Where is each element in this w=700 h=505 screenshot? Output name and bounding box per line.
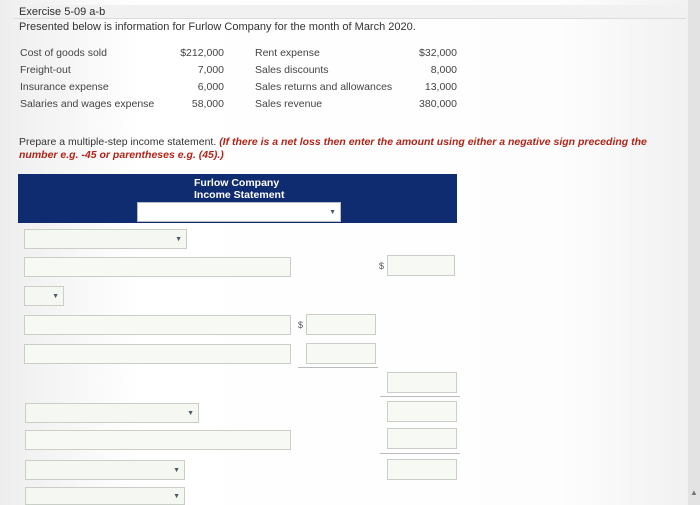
statement-company: Furlow Company [194, 177, 280, 189]
amount-input[interactable] [387, 428, 457, 449]
info-value: 6,000 [197, 81, 224, 93]
amount-input[interactable] [306, 314, 376, 335]
dollar-sign: $ [379, 261, 385, 271]
line-item-select[interactable] [25, 403, 199, 423]
info-value: 7,000 [197, 64, 224, 76]
info-value: 380,000 [419, 98, 457, 110]
period-select[interactable] [137, 202, 341, 222]
line-item-input[interactable] [24, 344, 291, 364]
info-label: Salaries and wages expense [20, 98, 155, 110]
underline [380, 453, 460, 454]
info-value: $212,000 [180, 47, 224, 59]
amount-input[interactable] [306, 343, 376, 364]
chevron-down-icon: ▼ [329, 208, 336, 216]
exercise-title: Exercise 5-09 a-b [19, 6, 106, 18]
info-label: Cost of goods sold [20, 47, 107, 59]
chevron-down-icon: ▼ [52, 292, 59, 300]
exercise-header-bar [14, 5, 686, 19]
chevron-down-icon: ▼ [173, 492, 180, 500]
info-value: 8,000 [430, 64, 457, 76]
info-label: Sales returns and allowances [255, 81, 393, 93]
line-item-select[interactable] [25, 487, 185, 505]
line-item-select[interactable] [25, 460, 185, 480]
amount-input[interactable] [387, 255, 455, 276]
line-item-input[interactable] [24, 257, 291, 277]
chevron-down-icon: ▼ [187, 409, 194, 417]
info-label: Sales revenue [255, 98, 323, 110]
info-label: Insurance expense [20, 81, 109, 93]
underline [298, 367, 378, 368]
instructions-emphasis: (If there is a net loss then enter the amount using either a negative sign preceding the number e.g. -45 or parentheses e.g. (45).) [19, 136, 647, 161]
line-item-input[interactable] [24, 315, 291, 335]
intro-text: Presented below is information for Furlow Company for the month of March 2020. [19, 21, 416, 33]
info-label: Sales discounts [255, 64, 329, 76]
chevron-down-icon: ▼ [175, 235, 182, 243]
scrollbar[interactable] [688, 0, 700, 505]
amount-input[interactable] [387, 401, 457, 422]
statement-title: Income Statement [194, 189, 285, 201]
info-label: Freight-out [20, 64, 71, 76]
underline [380, 396, 460, 397]
instructions-prefix: Prepare a multiple-step income statement. [19, 136, 217, 148]
instructions [19, 136, 659, 162]
info-value: 58,000 [191, 98, 224, 110]
line-item-select[interactable] [24, 229, 187, 249]
dollar-sign: $ [298, 320, 304, 330]
info-value: $32,000 [419, 47, 457, 59]
line-item-input[interactable] [25, 430, 291, 450]
info-value: 13,000 [424, 81, 457, 93]
amount-input[interactable] [387, 459, 457, 480]
line-item-select[interactable] [24, 286, 64, 306]
chevron-down-icon: ▼ [173, 466, 180, 474]
scroll-up-icon[interactable]: ▲ [690, 488, 698, 497]
amount-input[interactable] [387, 372, 457, 393]
info-label: Rent expense [255, 47, 320, 59]
